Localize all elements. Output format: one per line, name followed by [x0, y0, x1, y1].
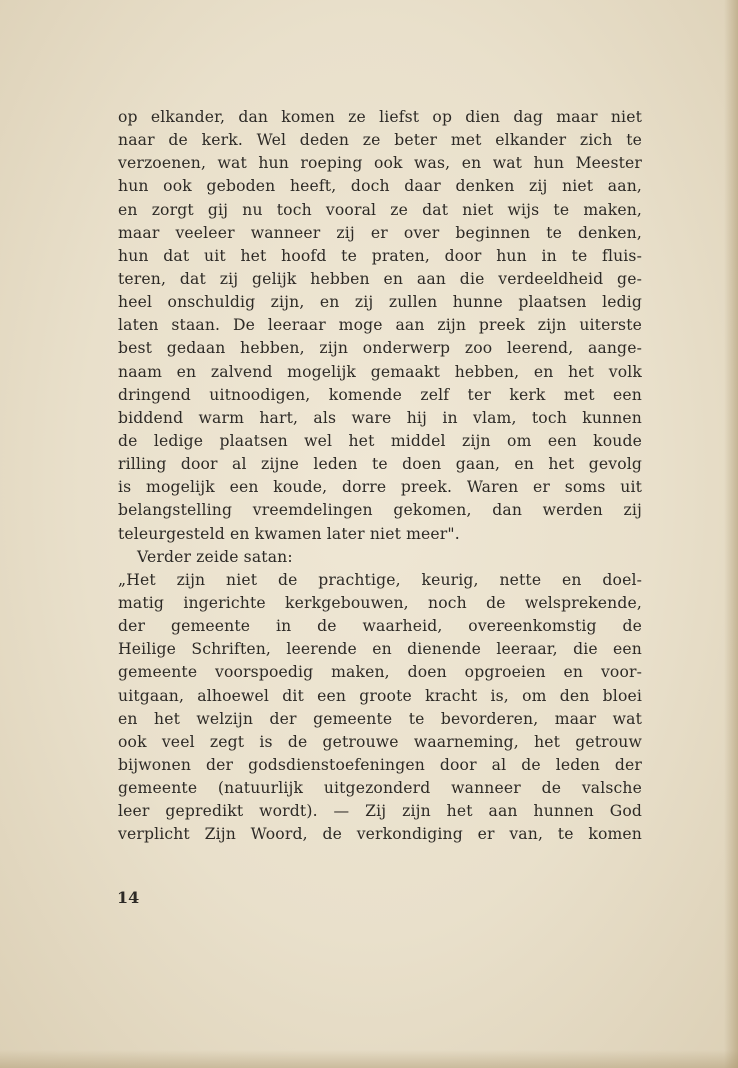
- page-edge-shadow-right: [724, 0, 738, 1068]
- text-line: der gemeente in de waarheid, overeenkomstig de: [118, 617, 642, 636]
- text-line: is mogelijk een koude, dorre preek. Waren er soms uit: [118, 478, 642, 497]
- text-line: leer gepredikt wordt). — Zij zijn het aan hunnen God: [118, 802, 642, 821]
- text-line: hun ook geboden heeft, doch daar denken zij niet aan,: [118, 177, 642, 196]
- text-line: de ledige plaatsen wel het middel zijn om een koude: [118, 431, 642, 450]
- text-line: bijwonen der godsdienstoefeningen door al de leden der: [118, 755, 642, 774]
- page-number: 14: [117, 888, 140, 907]
- text-line: rilling door al zijne leden te doen gaan, en het gevolg: [118, 455, 642, 474]
- text-line: biddend warm hart, als ware hij in vlam, toch kunnen: [118, 408, 642, 427]
- text-line: heel onschuldig zijn, en zij zullen hunne plaatsen ledig: [118, 293, 642, 312]
- text-line: best gedaan hebben, zijn onderwerp zoo leerend, aange-: [118, 339, 642, 358]
- text-line: Heilige Schriften, leerende en dienende leeraar, die een: [118, 640, 642, 659]
- text-line: hun dat uit het hoofd te praten, door hun in te fluis-: [118, 246, 642, 265]
- text-line: matig ingerichte kerkgebouwen, noch de welsprekende,: [118, 593, 642, 612]
- text-line: gemeente (natuurlijk uitgezonderd wanneer de valsche: [118, 779, 642, 798]
- text-line: op elkander, dan komen ze liefst op dien dag maar niet: [118, 108, 642, 126]
- text-line: belangstelling vreemdelingen gekomen, dan werden zij: [118, 501, 642, 520]
- text-line: naar de kerk. Wel deden ze beter met elkander zich te: [118, 131, 642, 150]
- text-line: uitgaan, alhoewel dit een groote kracht is, om den bloei: [118, 686, 642, 705]
- text-line: dringend uitnoodigen, komende zelf ter kerk met een: [118, 385, 642, 404]
- text-line: „Het zijn niet de prachtige, keurig, nette en doel-: [118, 570, 642, 589]
- page-edge-shadow-bottom: [0, 1050, 738, 1068]
- text-line: verplicht Zijn Woord, de verkondiging er van, te komen: [118, 825, 642, 844]
- text-line: en zorgt gij nu toch vooral ze dat niet wijs te maken,: [118, 200, 642, 219]
- text-line: teren, dat zij gelijk hebben en aan die verdeeldheid ge-: [118, 269, 642, 288]
- paragraph-end-line: teleurgesteld en kwamen later niet meer".: [118, 524, 460, 543]
- text-line: en het welzijn der gemeente te bevorderen, maar wat: [118, 709, 642, 728]
- body-text: [118, 106, 642, 847]
- text-line: gemeente voorspoedig maken, doen opgroeien en voor-: [118, 663, 642, 682]
- text-line: laten staan. De leeraar moge aan zijn preek zijn uiterste: [118, 316, 642, 335]
- paragraph-start-line: Verder zeide satan:: [137, 547, 293, 566]
- text-line: naam en zalvend mogelijk gemaakt hebben, en het volk: [118, 362, 642, 381]
- text-line: maar veeleer wanneer zij er over beginnen te denken,: [118, 223, 642, 242]
- text-line: ook veel zegt is de getrouwe waarneming, het getrouw: [118, 732, 642, 751]
- text-line: verzoenen, wat hun roeping ook was, en wat hun Meester: [118, 154, 642, 173]
